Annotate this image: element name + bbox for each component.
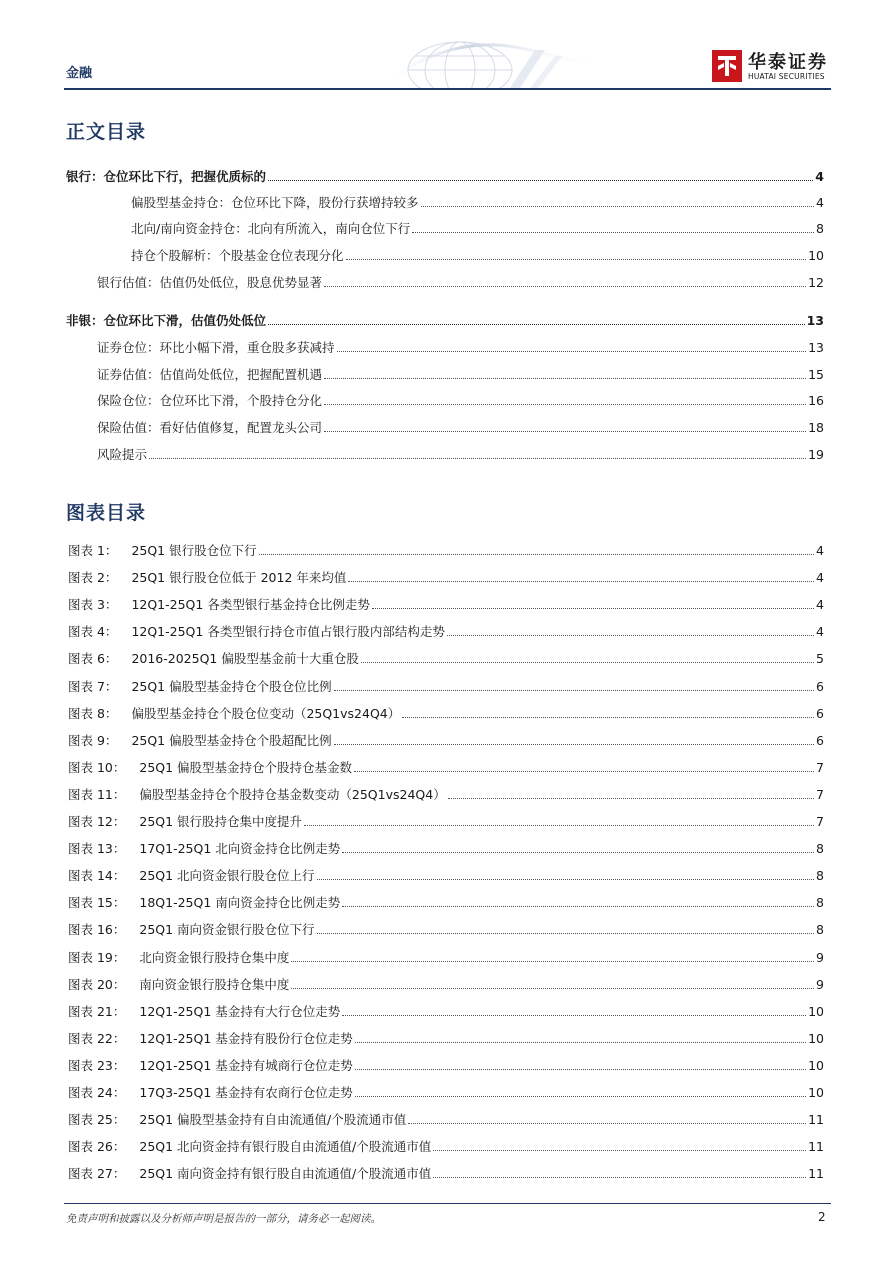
figure-entry-label: 25Q1 银行股仓位低于 2012 年来均值 <box>131 570 347 585</box>
huatai-logo <box>712 48 832 84</box>
figure-entry-number: 图表 8： <box>68 706 118 721</box>
figure-entry[interactable] <box>68 541 824 559</box>
figure-entry-number: 图表 7： <box>68 679 118 694</box>
figure-entry-number: 图表 21： <box>68 1004 126 1019</box>
toc-entry-label: 风险提示 <box>97 447 148 462</box>
toc-entry[interactable] <box>131 219 824 237</box>
figure-entry-number: 图表 16： <box>68 922 126 937</box>
figure-entry-page: 4 <box>816 570 824 585</box>
figure-entry-label: 25Q1 南向资金银行股仓位下行 <box>139 922 315 937</box>
figure-entry[interactable] <box>68 948 824 966</box>
toc-entry-page: 15 <box>808 367 824 382</box>
figure-entry-page: 8 <box>816 895 824 910</box>
figure-entry-page: 7 <box>816 787 824 802</box>
figure-entry-page: 10 <box>808 1031 824 1046</box>
figure-entry-number: 图表 4： <box>68 624 118 639</box>
figure-entry-page: 6 <box>816 679 824 694</box>
toc-entry-label: 非银：仓位环比下滑，估值仍处低位 <box>66 313 267 328</box>
figure-entry-page: 11 <box>808 1139 824 1154</box>
toc-entry-label: 保险估值：看好估值修复，配置龙头公司 <box>97 420 323 435</box>
figure-entry[interactable] <box>68 1002 824 1020</box>
figure-entry[interactable] <box>68 758 824 776</box>
toc-entry-label: 证券仓位：环比小幅下滑，重仓股多获减持 <box>97 340 335 355</box>
figure-entry-label: 12Q1-25Q1 基金持有股份行仓位走势 <box>139 1031 353 1046</box>
figure-entry-page: 7 <box>816 814 824 829</box>
figure-entry-label: 18Q1-25Q1 南向资金持仓比例走势 <box>139 895 341 910</box>
toc-entry-label: 银行：仓位环比下行，把握优质标的 <box>66 169 267 184</box>
figure-entry-number: 图表 22： <box>68 1031 126 1046</box>
figure-entry-label: 25Q1 偏股型基金持仓个股仓位比例 <box>131 679 332 694</box>
figure-entry-label: 25Q1 银行股持仓集中度提升 <box>139 814 303 829</box>
logo-english-name: HUATAI SECURITIES <box>748 72 825 81</box>
figure-entry-label: 12Q1-25Q1 基金持有城商行仓位走势 <box>139 1058 353 1073</box>
figure-entry[interactable] <box>68 677 824 695</box>
toc-entry[interactable] <box>66 167 824 185</box>
figure-entry[interactable] <box>68 1029 824 1047</box>
figure-entry-label: 2016-2025Q1 偏股型基金前十大重仓股 <box>131 651 359 666</box>
figure-entry-page: 11 <box>808 1166 824 1181</box>
figure-entry-number: 图表 15： <box>68 895 126 910</box>
figure-entry-page: 6 <box>816 706 824 721</box>
figure-entry-label: 12Q1-25Q1 基金持有大行仓位走势 <box>139 1004 341 1019</box>
toc-entry[interactable] <box>97 445 824 463</box>
toc-entry-page: 19 <box>808 447 824 462</box>
toc-entry-page: 13 <box>808 340 824 355</box>
figure-entry-label: 25Q1 银行股仓位下行 <box>131 543 257 558</box>
figure-entry-page: 4 <box>816 624 824 639</box>
figure-entry-number: 图表 12： <box>68 814 126 829</box>
toc-entry-label: 偏股型基金持仓：仓位环比下降，股份行获增持较多 <box>131 195 419 210</box>
figure-entry-page: 7 <box>816 760 824 775</box>
figure-entry[interactable] <box>68 704 824 722</box>
figure-entry-number: 图表 13： <box>68 841 126 856</box>
figure-entry-page: 8 <box>816 841 824 856</box>
figure-entry-label: 南向资金银行股持仓集中度 <box>139 977 290 992</box>
toc-entry-page: 16 <box>808 393 824 408</box>
figure-entry-number: 图表 14： <box>68 868 126 883</box>
toc-entry-page: 4 <box>816 195 824 210</box>
figure-entry-label: 12Q1-25Q1 各类型银行基金持仓比例走势 <box>131 597 370 612</box>
page-number: 2 <box>818 1210 826 1224</box>
figure-entry[interactable] <box>68 1083 824 1101</box>
figure-entry[interactable] <box>68 839 824 857</box>
figure-entry-number: 图表 27： <box>68 1166 126 1181</box>
toc-entry-page: 10 <box>808 248 824 263</box>
figure-entry-page: 6 <box>816 733 824 748</box>
toc-entry[interactable] <box>97 418 824 436</box>
figure-entry[interactable] <box>68 812 824 830</box>
figure-entry[interactable] <box>68 622 824 640</box>
figure-entry-number: 图表 26： <box>68 1139 126 1154</box>
figure-entry[interactable] <box>68 1137 824 1155</box>
figure-entry[interactable] <box>68 1164 824 1182</box>
toc-entry-page: 12 <box>808 275 824 290</box>
figure-entry-number: 图表 11： <box>68 787 126 802</box>
toc-entry[interactable] <box>131 246 824 264</box>
header-divider <box>64 88 831 90</box>
figure-entry[interactable] <box>68 1056 824 1074</box>
figure-entry-page: 9 <box>816 977 824 992</box>
figure-entry-number: 图表 9： <box>68 733 118 748</box>
figure-entry-page: 11 <box>808 1112 824 1127</box>
figure-entry[interactable] <box>68 866 824 884</box>
toc-entry[interactable] <box>97 338 824 356</box>
figure-entry-label: 25Q1 偏股型基金持有自由流通值/个股流通市值 <box>139 1112 407 1127</box>
toc-entry-label: 北向/南向资金持仓：北向有所流入，南向仓位下行 <box>131 221 411 236</box>
figure-entry-page: 8 <box>816 922 824 937</box>
figure-entry-number: 图表 25： <box>68 1112 126 1127</box>
figure-entry-page: 4 <box>816 597 824 612</box>
figure-entry-number: 图表 10： <box>68 760 126 775</box>
figure-entry-number: 图表 23： <box>68 1058 126 1073</box>
figure-entry-page: 10 <box>808 1058 824 1073</box>
figure-entry-number: 图表 3： <box>68 597 118 612</box>
toc-entry-page: 18 <box>808 420 824 435</box>
toc-entry-page: 13 <box>806 313 824 328</box>
toc-entry-page: 4 <box>815 169 824 184</box>
toc-entry[interactable] <box>97 391 824 409</box>
figure-entry[interactable] <box>68 731 824 749</box>
figure-entry-label: 17Q3-25Q1 基金持有农商行仓位走势 <box>139 1085 353 1100</box>
toc-entry-label: 保险仓位：仓位环比下滑，个股持仓分化 <box>97 393 323 408</box>
figure-entry[interactable] <box>68 568 824 586</box>
figure-entry[interactable] <box>68 893 824 911</box>
figure-entry-label: 17Q1-25Q1 北向资金持仓比例走势 <box>139 841 341 856</box>
figure-entry-number: 图表 1： <box>68 543 118 558</box>
figure-entry-label: 12Q1-25Q1 各类型银行持仓市值占银行股内部结构走势 <box>131 624 445 639</box>
toc-entry[interactable] <box>131 193 824 211</box>
logo-chinese-name: 华泰证券 <box>748 52 828 73</box>
figure-entry-page: 4 <box>816 543 824 558</box>
figure-entry[interactable] <box>68 1110 824 1128</box>
figure-entry-label: 25Q1 偏股型基金持仓个股超配比例 <box>131 733 332 748</box>
figure-entry-page: 8 <box>816 868 824 883</box>
figure-entry-number: 图表 19： <box>68 950 126 965</box>
toc-entry[interactable] <box>97 273 824 291</box>
figure-entry-page: 10 <box>808 1085 824 1100</box>
figure-list-title: 图表目录 <box>66 502 147 524</box>
figure-entry-label: 偏股型基金持仓个股持仓基金数变动（25Q1vs24Q4） <box>139 787 446 802</box>
toc-entry[interactable] <box>97 365 824 383</box>
figure-entry[interactable] <box>68 595 824 613</box>
footer-divider <box>64 1203 831 1204</box>
figure-entry-label: 25Q1 偏股型基金持仓个股持仓基金数 <box>139 760 353 775</box>
huatai-logo-mark-icon <box>712 50 742 82</box>
figure-entry-number: 图表 2： <box>68 570 118 585</box>
figure-entry-number: 图表 24： <box>68 1085 126 1100</box>
toc-entry-page: 8 <box>816 221 824 236</box>
figure-entry[interactable] <box>68 975 824 993</box>
figure-entry-label: 25Q1 北向资金持有银行股自由流通值/个股流通市值 <box>139 1139 432 1154</box>
figure-entry-label: 北向资金银行股持仓集中度 <box>139 950 290 965</box>
footer-disclaimer: 免责声明和披露以及分析师声明是报告的一部分，请务必一起阅读。 <box>66 1213 381 1225</box>
figure-entry-page: 10 <box>808 1004 824 1019</box>
figure-entry-label: 25Q1 北向资金银行股仓位上行 <box>139 868 315 883</box>
figure-entry-number: 图表 20： <box>68 977 126 992</box>
figure-entry[interactable] <box>68 785 824 803</box>
header-decoration-graphic <box>370 30 600 88</box>
figure-entry[interactable] <box>68 920 824 938</box>
toc-entry-label: 证券估值：估值尚处低位，把握配置机遇 <box>97 367 323 382</box>
figure-entry[interactable] <box>68 649 824 667</box>
figure-entry-page: 9 <box>816 950 824 965</box>
toc-title: 正文目录 <box>66 121 147 143</box>
toc-entry-label: 银行估值：估值仍处低位，股息优势显著 <box>97 275 323 290</box>
header-category: 金融 <box>66 66 93 81</box>
toc-entry[interactable] <box>66 311 824 329</box>
figure-entry-label: 25Q1 南向资金持有银行股自由流通值/个股流通市值 <box>139 1166 432 1181</box>
toc-entry-label: 持仓个股解析：个股基金仓位表现分化 <box>131 248 344 263</box>
figure-entry-page: 5 <box>816 651 824 666</box>
figure-entry-number: 图表 6： <box>68 651 118 666</box>
figure-entry-label: 偏股型基金持仓个股仓位变动（25Q1vs24Q4） <box>131 706 401 721</box>
